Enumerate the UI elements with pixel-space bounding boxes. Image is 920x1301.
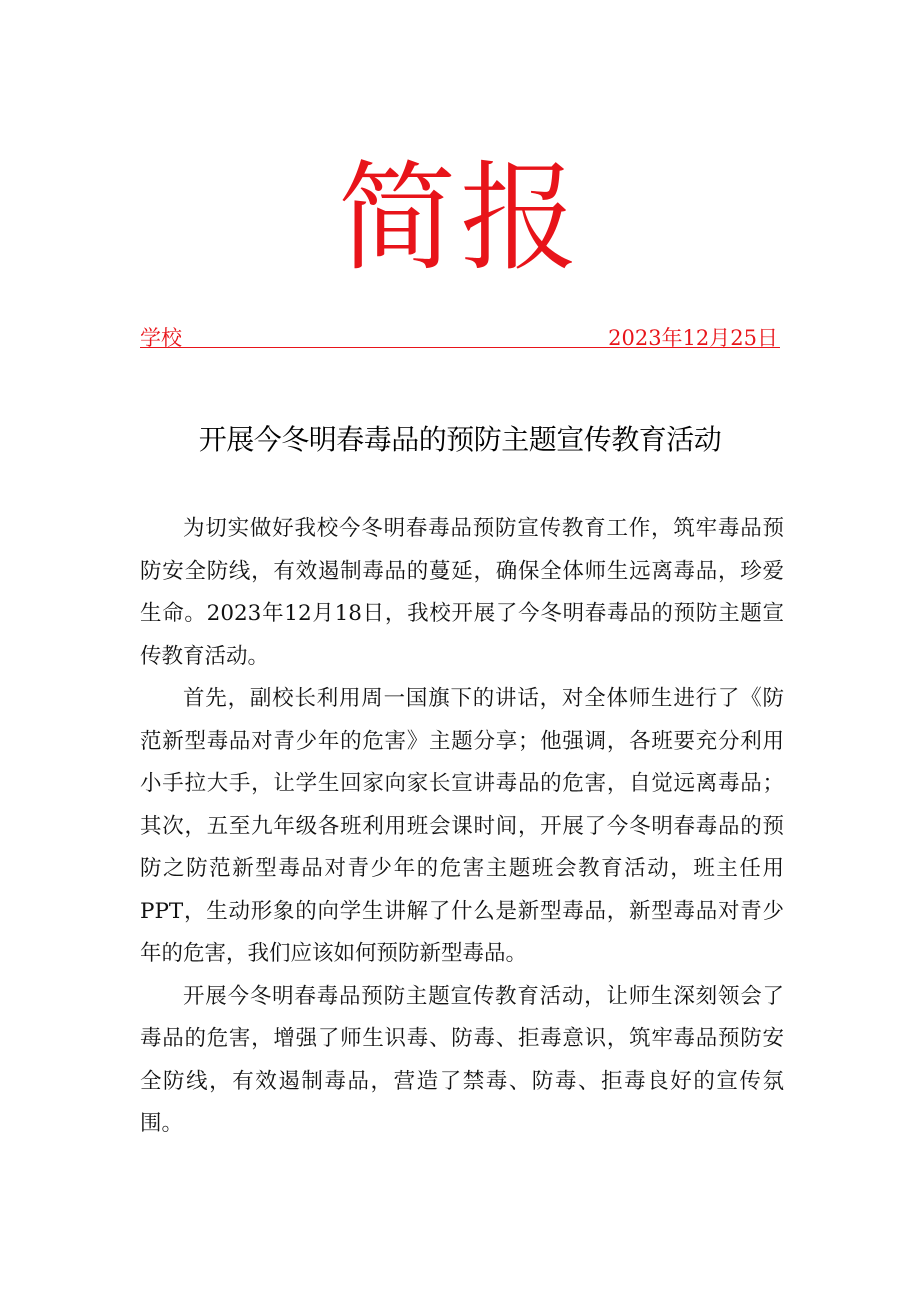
school-label: 学校 (140, 326, 182, 350)
masthead-divider (140, 347, 780, 348)
article-body (140, 508, 784, 1146)
issue-date: 2023年12月25日 (608, 326, 778, 350)
body-paragraph: 开展今冬明春毒品预防主题宣传教育活动，让师生深刻领会了毒品的危害，增强了师生识毒、防毒、拒毒意识，筑牢毒品预防安全防线，有效遏制毒品，营造了禁毒、防毒、拒毒良好的宣传氛围。 (140, 983, 784, 1136)
body-paragraph: 首先，副校长利用周一国旗下的讲话，对全体师生进行了《防范新型毒品对青少年的危害》主题分享；他强调，各班要充分利用小手拉大手，让学生回家向家长宣讲毒品的危害，自觉远离毒品；其次，五至九年级各班利用班会课时间，开展了今冬明春毒品的预防之防范新型毒品对青少年的危害主题班会教育活动，班主任用PPT，生动形象的向学生讲解了什么是新型毒品，新型毒品对青少年的危害，我们应该如何预防新型毒品。 (140, 686, 784, 966)
masthead-title: 简报 (337, 149, 582, 287)
article-headline: 开展今冬明春毒品的预防主题宣传教育活动 (198, 423, 722, 456)
body-paragraph: 为切实做好我校今冬明春毒品预防宣传教育工作，筑牢毒品预防安全防线，有效遏制毒品的蔓延，确保全体师生远离毒品，珍爱生命。2023年12月18日，我校开展了今冬明春毒品的预防主题宣传教育活动。 (140, 516, 784, 669)
